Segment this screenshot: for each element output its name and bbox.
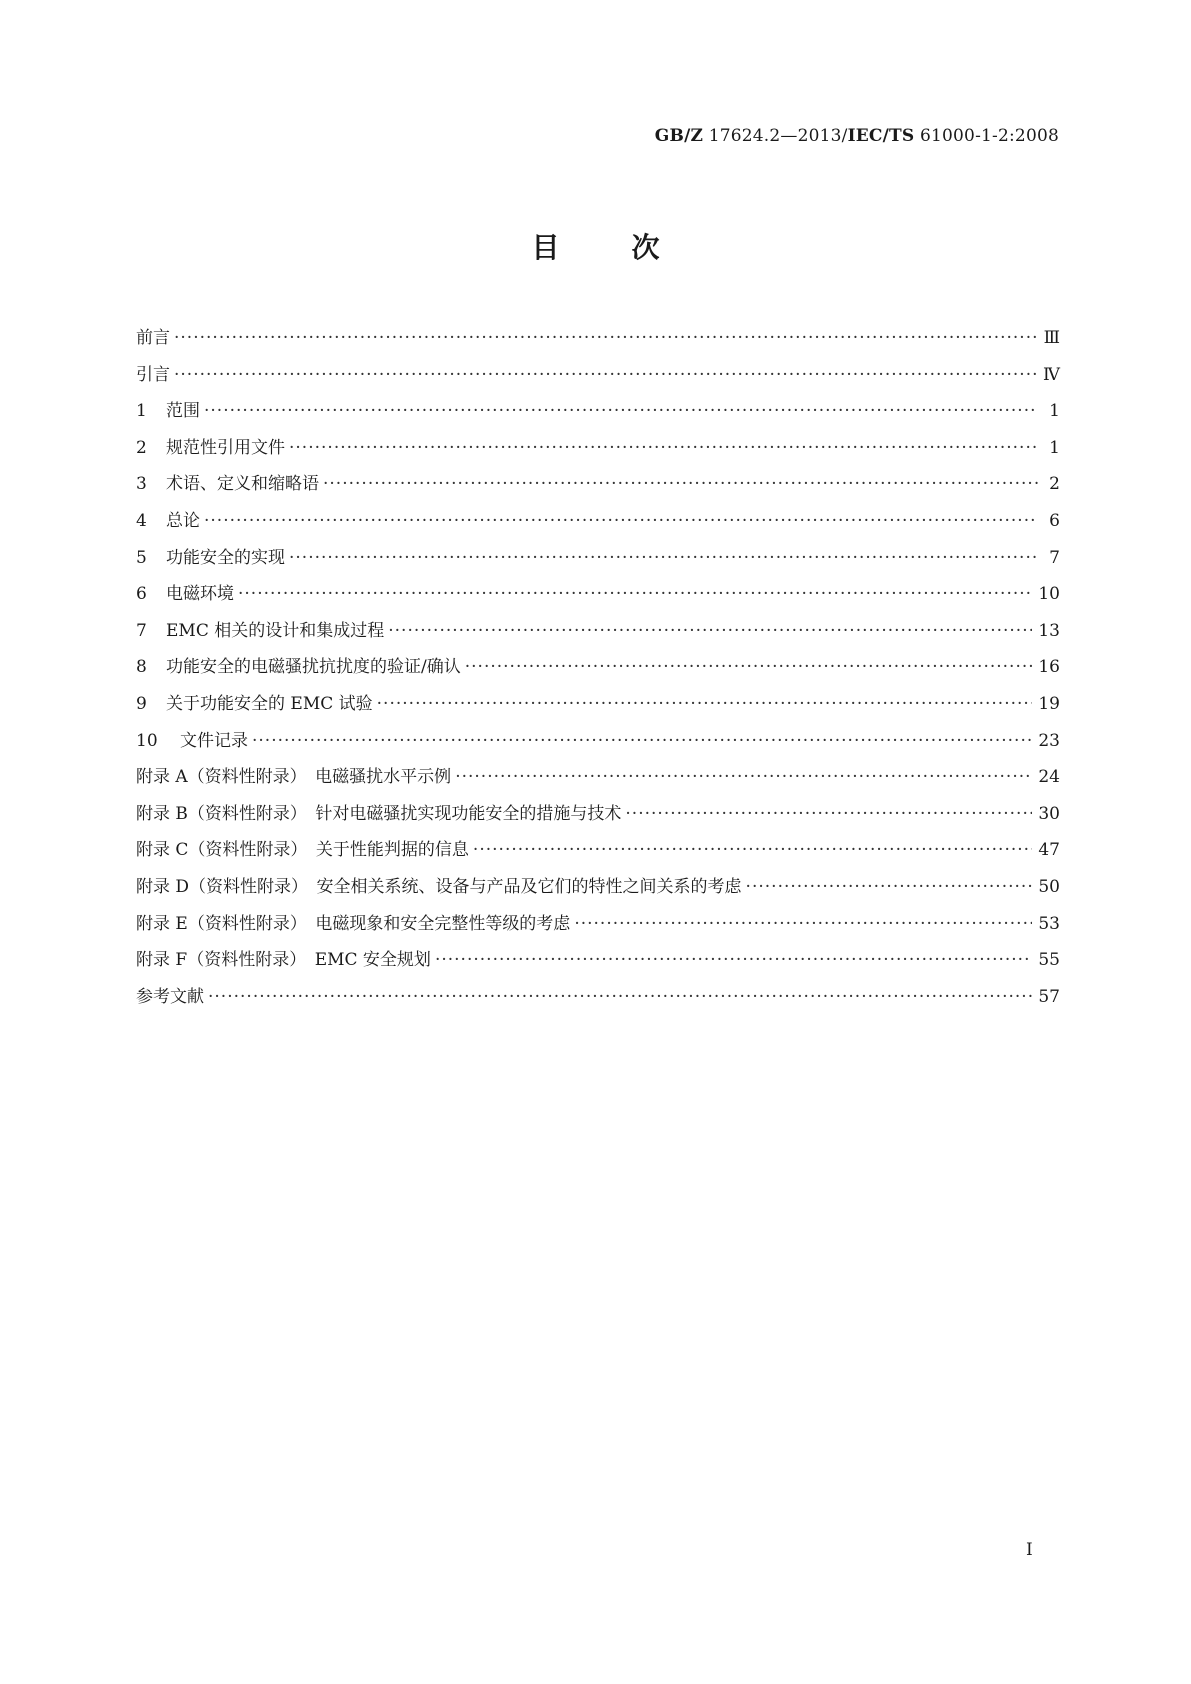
document-code-header	[655, 126, 1059, 146]
toc-entry[interactable]	[136, 731, 1060, 768]
header-standard-number: 17624.2—2013/	[703, 126, 848, 146]
toc-entry-title: 附录 C（资料性附录） 关于性能判据的信息	[136, 840, 469, 861]
header-iec-code: IEC/TS	[847, 126, 915, 146]
toc-entry-title: 范围	[166, 401, 200, 422]
toc-entry-title: EMC 相关的设计和集成过程	[166, 620, 385, 641]
toc-entry[interactable]	[136, 657, 1060, 694]
toc-entry-label	[136, 914, 574, 934]
toc-list	[136, 328, 1060, 1023]
toc-entry-label	[136, 767, 455, 787]
toc-entry-title: 关于功能安全的 EMC 试验	[166, 693, 373, 714]
toc-dot-leader	[377, 694, 1033, 714]
toc-entry-page: 2	[1049, 474, 1060, 495]
toc-entry-label	[136, 840, 473, 860]
toc-entry[interactable]	[136, 987, 1060, 1024]
toc-entry-label	[136, 548, 289, 568]
toc-entry-label	[136, 987, 208, 1007]
toc-entry[interactable]	[136, 877, 1060, 914]
toc-entry-page: 23	[1038, 730, 1060, 751]
toc-dot-leader	[204, 511, 1038, 531]
toc-entry-page: 7	[1049, 547, 1060, 568]
toc-entry[interactable]	[136, 804, 1060, 841]
toc-dot-leader	[238, 584, 1032, 604]
toc-entry-number: 6	[136, 584, 147, 605]
toc-dot-leader	[289, 438, 1038, 458]
toc-entry-number: 7	[136, 620, 147, 641]
toc-entry-title: 电磁环境	[166, 584, 234, 605]
toc-entry-title: 功能安全的实现	[166, 547, 285, 568]
toc-entry[interactable]	[136, 584, 1060, 621]
toc-entry-page: 13	[1038, 620, 1060, 641]
toc-entry-label	[136, 328, 174, 348]
toc-entry-label	[136, 804, 625, 824]
toc-entry-title: 附录 D（资料性附录） 安全相关系统、设备与产品及它们的特性之间关系的考虑	[136, 876, 742, 897]
toc-entry-page: 50	[1038, 876, 1060, 897]
toc-entry-page: 1	[1049, 437, 1060, 458]
toc-entry-label	[136, 511, 204, 531]
toc-entry-title: 前言	[136, 328, 170, 348]
toc-entry-title: 附录 A（资料性附录） 电磁骚扰水平示例	[136, 767, 452, 788]
toc-entry-page: Ⅳ	[1043, 364, 1060, 385]
toc-entry-label	[136, 694, 377, 714]
page-number: I	[1026, 1540, 1033, 1560]
toc-entry[interactable]	[136, 950, 1060, 987]
toc-dot-leader	[746, 877, 1033, 897]
toc-entry-title: 附录 F（资料性附录） EMC 安全规划	[136, 950, 431, 971]
toc-dot-leader	[174, 365, 1037, 385]
toc-entry-page: 55	[1038, 950, 1060, 971]
toc-entry-title: 附录 B（资料性附录） 针对电磁骚扰实现功能安全的措施与技术	[136, 803, 622, 824]
toc-entry[interactable]	[136, 365, 1060, 402]
toc-entry[interactable]	[136, 694, 1060, 731]
toc-entry-page: 19	[1038, 693, 1060, 714]
toc-entry-label	[136, 584, 238, 604]
toc-dot-leader	[174, 328, 1038, 348]
toc-entry-page: 24	[1038, 767, 1060, 788]
toc-entry-title: 附录 E（资料性附录） 电磁现象和安全完整性等级的考虑	[136, 913, 571, 934]
toc-entry-page: 53	[1038, 913, 1060, 934]
toc-entry-page: 57	[1038, 986, 1060, 1007]
toc-dot-leader	[455, 767, 1032, 787]
toc-dot-leader	[323, 474, 1038, 494]
toc-entry[interactable]	[136, 511, 1060, 548]
toc-entry-number: 9	[136, 693, 147, 714]
toc-entry-title: 功能安全的电磁骚扰抗扰度的验证/确认	[166, 657, 461, 678]
toc-dot-leader	[435, 950, 1032, 970]
toc-entry-number: 3	[136, 474, 147, 495]
toc-dot-leader	[289, 548, 1038, 568]
toc-entry-title: 规范性引用文件	[166, 437, 285, 458]
toc-entry-title: 总论	[166, 510, 200, 531]
toc-entry-label	[136, 731, 252, 751]
toc-entry-label	[136, 877, 746, 897]
toc-entry-title: 引言	[136, 364, 170, 385]
toc-entry-number: 5	[136, 547, 147, 568]
toc-entry[interactable]	[136, 914, 1060, 951]
toc-entry-page: 1	[1049, 401, 1060, 422]
toc-entry-title: 参考文献	[136, 986, 204, 1007]
toc-dot-leader	[465, 657, 1033, 677]
toc-dot-leader	[625, 804, 1032, 824]
toc-dot-leader	[388, 621, 1032, 641]
toc-entry-label	[136, 438, 289, 458]
toc-entry-label	[136, 401, 204, 421]
header-standard-code: GB/Z	[654, 126, 704, 146]
toc-entry-page: 30	[1038, 803, 1060, 824]
toc-entry[interactable]	[136, 767, 1060, 804]
toc-entry[interactable]	[136, 401, 1060, 438]
toc-dot-leader	[473, 840, 1032, 860]
toc-entry-label	[136, 621, 388, 641]
toc-entry-number: 2	[136, 437, 147, 458]
toc-entry-number: 8	[136, 657, 147, 678]
toc-entry[interactable]	[136, 621, 1060, 658]
toc-dot-leader	[574, 914, 1032, 934]
toc-entry-page: 10	[1038, 584, 1060, 605]
toc-entry-label	[136, 365, 174, 385]
toc-entry-label	[136, 657, 465, 677]
toc-entry[interactable]	[136, 328, 1060, 365]
toc-entry[interactable]	[136, 548, 1060, 585]
toc-entry[interactable]	[136, 438, 1060, 475]
toc-dot-leader	[204, 401, 1038, 421]
toc-entry-page: Ⅲ	[1043, 328, 1060, 348]
toc-entry-label	[136, 474, 323, 494]
toc-dot-leader	[252, 731, 1032, 751]
toc-title: 目次	[531, 231, 732, 264]
toc-entry-title: 文件记录	[180, 730, 248, 751]
toc-entry-number: 1	[136, 401, 147, 422]
toc-entry-title: 术语、定义和缩略语	[166, 474, 319, 495]
toc-entry[interactable]	[136, 840, 1060, 877]
toc-entry-number: 10	[136, 730, 158, 751]
toc-entry-number: 4	[136, 510, 147, 531]
toc-entry-page: 6	[1049, 510, 1060, 531]
toc-entry-page: 16	[1038, 657, 1060, 678]
toc-entry[interactable]	[136, 474, 1060, 511]
toc-dot-leader	[208, 987, 1032, 1007]
toc-entry-label	[136, 950, 435, 970]
toc-entry-page: 47	[1038, 840, 1060, 861]
header-iec-number: 61000-1-2:2008	[914, 126, 1059, 146]
